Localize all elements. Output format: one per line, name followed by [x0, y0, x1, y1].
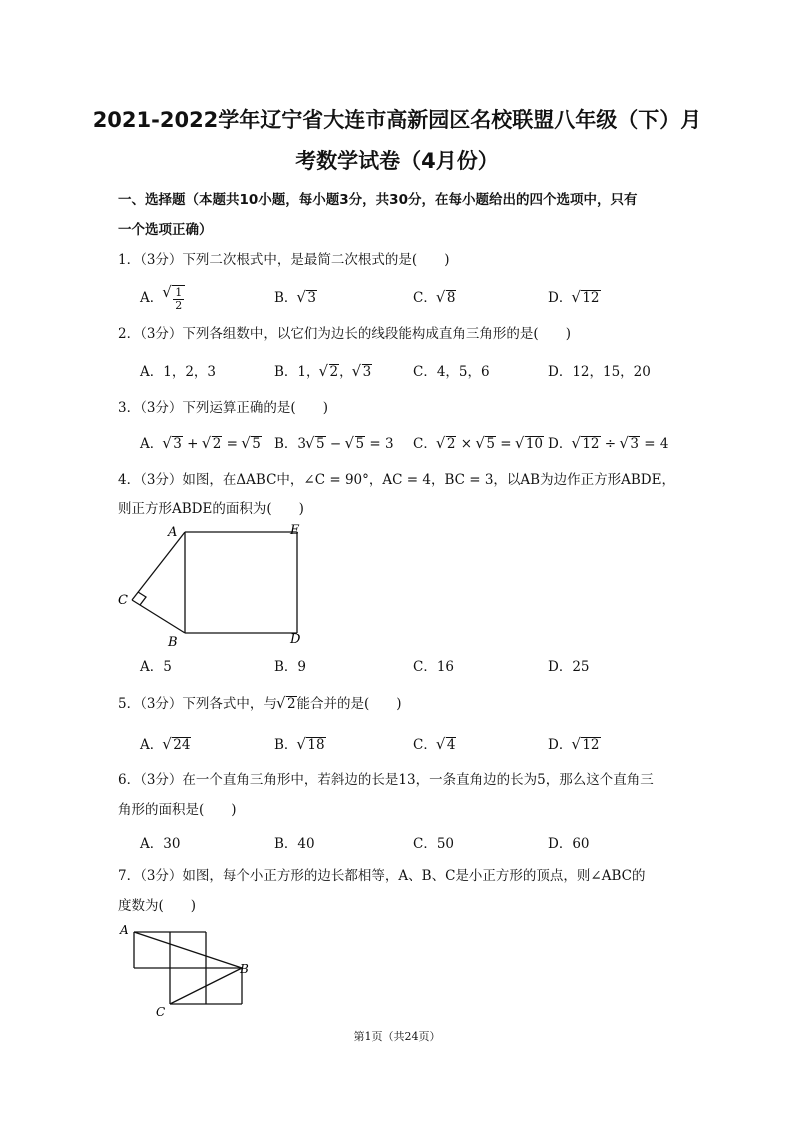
q2-option-a: A．1，2，3: [140, 364, 217, 380]
q6-option-b: B．40: [274, 836, 315, 852]
q4-figure: [112, 518, 312, 650]
q3-option-c: C．√ 2 × √ 5 = √ 10: [413, 432, 544, 452]
question-7-stem-line1: 7．（3分）如图，每个小正方形的边长都相等，A、B、C是小正方形的顶点，则∠ABC的: [118, 868, 646, 884]
q4-right-angle-mark: [138, 592, 146, 605]
q5-option-b: B．√ 18: [274, 733, 326, 753]
q4-label-e: E: [290, 523, 300, 538]
q7-grid-figure: [116, 922, 266, 1020]
question-4-stem-line1: 4．（3分）如图，在ΔABC中，∠C = 90°，AC = 4，BC = 3，以AB为边作正方形ABDE，: [118, 472, 675, 488]
q3-option-d: D．√ 12 ÷ √ 3 = 4: [548, 432, 669, 452]
q1-option-c: C．√ 8: [413, 286, 456, 306]
q6-option-c: C．50: [413, 836, 455, 852]
question-3-stem: 3．（3分）下列运算正确的是( ): [118, 400, 328, 416]
q4-label-a: A: [168, 525, 178, 540]
q4-option-a: A．5: [140, 659, 172, 675]
q4-label-b: B: [168, 635, 178, 650]
exam-title-line2: 考数学试卷（4月份）: [295, 149, 499, 173]
section-header-line1: 一、选择题（本题共10小题，每小题3分，共30分，在每小题给出的四个选项中，只有: [118, 192, 638, 208]
q3-option-a: A．√ 3 + √ 2 = √ 5: [140, 432, 262, 452]
q5-option-c: C．√ 4: [413, 733, 456, 753]
q3-option-b: B．3√ 5 − √ 5 = 3: [274, 432, 394, 452]
q6-option-a: A．30: [140, 836, 181, 852]
exam-title-line1: 2021-2022学年辽宁省大连市高新园区名校联盟八年级（下）月: [92, 108, 702, 132]
question-2-stem: 2．（3分）下列各组数中，以它们为边长的线段能构成直角三角形的是( ): [118, 326, 571, 342]
section-header-line2: 一个选项正确）: [118, 222, 213, 238]
q7-segment-ab: [134, 932, 242, 968]
q5-option-d: D．√ 12: [548, 733, 601, 753]
question-1-stem: 1．（3分）下列二次根式中，是最简二次根式的是( ): [118, 252, 450, 268]
q4-option-c: C．16: [413, 659, 455, 675]
q4-side-ac: [132, 532, 185, 600]
q4-label-c: C: [118, 593, 128, 608]
q4-label-d: D: [290, 632, 301, 647]
question-7-stem-line2: 度数为( ): [118, 898, 197, 914]
q6-option-d: D．60: [548, 836, 590, 852]
q4-option-d: D．25: [548, 659, 590, 675]
q7-label-a: A: [120, 923, 129, 937]
q5-option-a: A．√ 24: [140, 733, 191, 753]
q1-option-a: A． √ $\frac{1}{2}$: [140, 285, 185, 312]
q7-label-c: C: [156, 1005, 166, 1019]
page-footer: 第1页（共24页）: [353, 1030, 441, 1043]
q7-label-b: B: [240, 962, 249, 976]
question-6-stem-line2: 角形的面积是( ): [118, 802, 237, 818]
q1-option-b: B．√ 3: [274, 286, 317, 306]
q4-option-b: B．9: [274, 659, 307, 675]
question-5-stem: 5．（3分）下列各式中，与√ 2能合并的是( ): [118, 692, 402, 712]
question-4-stem-line2: 则正方形ABDE的面积为( ): [118, 501, 304, 517]
q2-option-d: D．12，15，20: [548, 364, 651, 380]
q2-option-b: B．1，√ 2，√ 3: [274, 360, 372, 380]
q2-option-c: C．4，5，6: [413, 364, 490, 380]
q1-option-d: D．√ 12: [548, 286, 601, 306]
question-6-stem-line1: 6．（3分）在一个直角三角形中，若斜边的长是13，一条直角边的长为5，那么这个直角三: [118, 772, 654, 788]
